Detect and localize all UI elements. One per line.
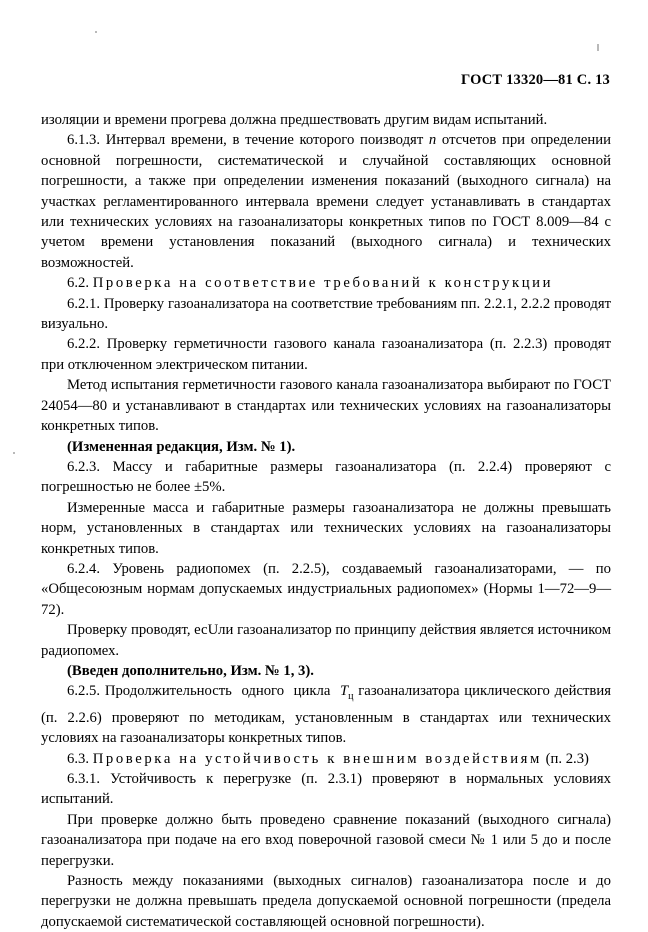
scan-speck <box>13 452 15 454</box>
paragraph-6-2-1: 6.2.1. Проверку газоанализатора на соответствие требованиям пп. 2.2.1, 2.2.2 проводят визуально. <box>41 295 611 333</box>
scan-speck <box>597 44 599 51</box>
spaced-heading-text: Проверка на соответствие требований к конструкции <box>92 275 554 292</box>
variable-T-subscript: ц <box>348 691 354 703</box>
scan-speck <box>95 31 97 33</box>
paragraph-6-3-1: 6.3.1. Устойчивость к перегрузке (п. 2.3.1) проверяют в нормальных условиях испытаний. <box>41 770 611 808</box>
paragraph-method: Метод испытания герметичности газового канала газоанализатора выбирают по ГОСТ 24054—80 и устанавливают в стандартах или технических условиях на газоанализаторы конкретных типов. <box>41 377 611 435</box>
variable-n: n <box>428 132 437 149</box>
paragraph-6-3-heading: 6.3. Проверка на устойчивость к внешним воздействиям (п. 2.3) <box>67 750 589 767</box>
paragraph-6-2-4: 6.2.4. Уровень радиопомех (п. 2.2.5), создаваемый газоанализаторами, — по «Общесоюзным нормам допускаемых индустриальных радиопомех» (Нормы 1—72—9—72). <box>41 560 611 618</box>
paragraph-introduced-additionally: (Введен дополнительно, Изм. № 1, 3). <box>67 662 314 679</box>
variable-T: T <box>339 683 349 700</box>
paragraph-6-1-3: 6.1.3. Интервал времени, в течение которого поизводят n отсчетов при определении основной погрешности, систематической и случайной составляющих основной погрешности, а также при определении изменения показаний (выходного сигнала) на участках регламентированного интервала времени следует устанавливать в стандартах или технических условиях на газоанализаторы конкретных типов по ГОСТ 8.009—84 с учетом времени установления показаний (выходного сигнала) и технических возможностей. <box>41 132 611 271</box>
spaced-heading-text-2: Проверка на устойчивость к внешним воздействиям <box>92 750 542 767</box>
page-header: ГОСТ 13320—81 С. 13 <box>461 72 610 88</box>
paragraph-measured-values: Измеренные масса и габаритные размеры газоанализатора не должны превышать норм, установленных в стандартах или технических условиях на газоанализаторы конкретных типов. <box>41 499 611 557</box>
paragraph-isolation: изоляции и времени прогрева должна предшествовать другим видам испытаний. <box>41 112 548 128</box>
paragraph-6-2-5: 6.2.5. Продолжительность одного цикла $T_ц$ газоанализатора циклического действия (п. 2.2.6) проверяют по методикам, установленным в стандартах или технических условиях на газоанализаторы конкретных типов. <box>41 683 611 747</box>
paragraph-amended-edition: (Измененная редакция, Изм. № 1). <box>67 438 296 455</box>
paragraph-6-2-2: 6.2.2. Проверку герметичности газового канала газоанализатора (п. 2.2.3) проводят при отключенном электрическом питании. <box>41 336 611 373</box>
paragraph-difference: Разность между показаниями (выходных сигналов) газоанализатора после и до перегрузки не должна превышать предела допускаемой основной погрешности (предела допускаемой систематической составляющей основной погрешности). <box>41 872 611 930</box>
paragraph-check-conduct: Проверку проводят, есUли газоанализатор по принципу действия является источником радиопомех. <box>41 622 611 659</box>
paragraph-6-2-heading: 6.2. Проверка на соответствие требований к конструкции <box>67 275 554 292</box>
paragraph-at-check: При проверке должно быть проведено сравнение показаний (выходного сигнала) газоанализатора при подаче на его вход поверочной газовой смеси № 1 или 5 до и после перегрузки. <box>41 811 611 869</box>
paragraph-6-2-3: 6.2.3. Массу и габаритные размеры газоанализатора (п. 2.2.4) проверяют с погрешностью не более ±5%. <box>41 458 611 496</box>
document-body <box>41 110 611 932</box>
